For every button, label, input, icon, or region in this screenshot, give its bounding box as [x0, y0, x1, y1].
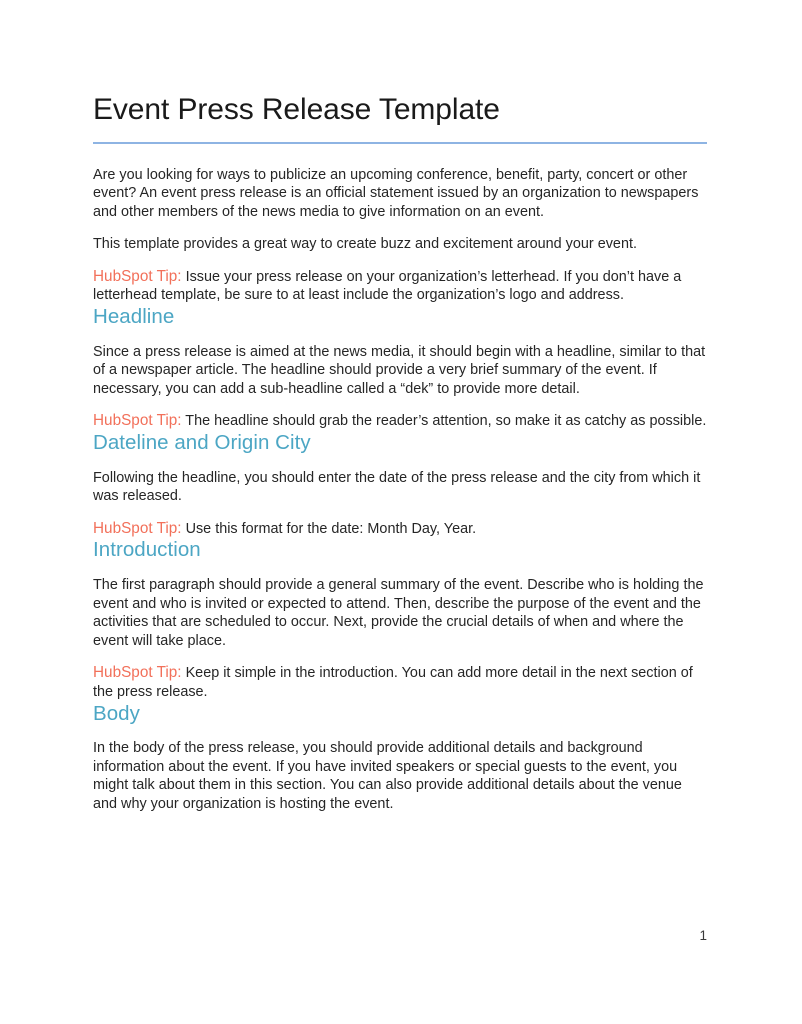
section-tip-introduction	[93, 664, 707, 701]
intro-tip	[93, 268, 707, 305]
section-paragraph-introduction: The first paragraph should provide a general summary of the event. Describe who is holding the event and who is invited or expected to attend. Then, describe the purpose of the event and the activities that are scheduled to occur. Next, provide the crucial details of when and where the event will take place.	[93, 577, 704, 649]
hubspot-tip-label: HubSpot Tip:	[93, 519, 182, 537]
section-paragraph-body: In the body of the press release, you should provide additional details and background information about the event. If you have invited speakers or special guests to the event, you might talk about them in this section. You can also provide additional details about the venue and why your organization is hosting the event.	[93, 740, 682, 812]
section-heading-dateline: Dateline and Origin City	[93, 431, 311, 455]
section-paragraph-headline: Since a press release is aimed at the news media, it should begin with a headline, similar to that of a newspaper article. The headline should provide a very brief summary of the event. If necessary, you can add a sub-headline called a “dek” to provide more detail.	[93, 343, 706, 397]
document-content	[93, 0, 707, 814]
section-heading-introduction: Introduction	[93, 538, 201, 562]
intro-paragraph-2: This template provides a great way to create buzz and excitement around your event.	[93, 236, 637, 253]
hubspot-tip-text: The headline should grab the reader’s attention, so make it as catchy as possible.	[181, 413, 707, 430]
hubspot-tip-label: HubSpot Tip:	[93, 267, 182, 285]
section-heading-headline: Headline	[93, 305, 175, 329]
hubspot-tip-text: Use this format for the date: Month Day, Year.	[181, 520, 477, 537]
section-heading-body: Body	[93, 701, 140, 725]
title-divider	[93, 142, 707, 144]
hubspot-tip-label: HubSpot Tip:	[93, 412, 182, 430]
hubspot-tip-text: Keep it simple in the introduction. You can add more detail in the next section of the press release.	[93, 665, 693, 700]
hubspot-tip-label: HubSpot Tip:	[93, 664, 182, 682]
section-paragraph-dateline: Following the headline, you should enter the date of the press release and the city from which it was released.	[93, 469, 701, 505]
intro-paragraph-1: Are you looking for ways to publicize an upcoming conference, benefit, party, concert or other event? An event press release is an official statement issued by an organization to newspapers and other members of the news media to give information on an event.	[93, 166, 699, 220]
page-title: Event Press Release Template	[93, 93, 500, 126]
section-tip-headline	[93, 412, 707, 431]
page-number: 1	[699, 928, 707, 943]
hubspot-tip-text: Issue your press release on your organization’s letterhead. If you don’t have a letterhead template, be sure to at least include the organization’s logo and address.	[93, 268, 682, 304]
section-tip-dateline	[93, 520, 707, 539]
